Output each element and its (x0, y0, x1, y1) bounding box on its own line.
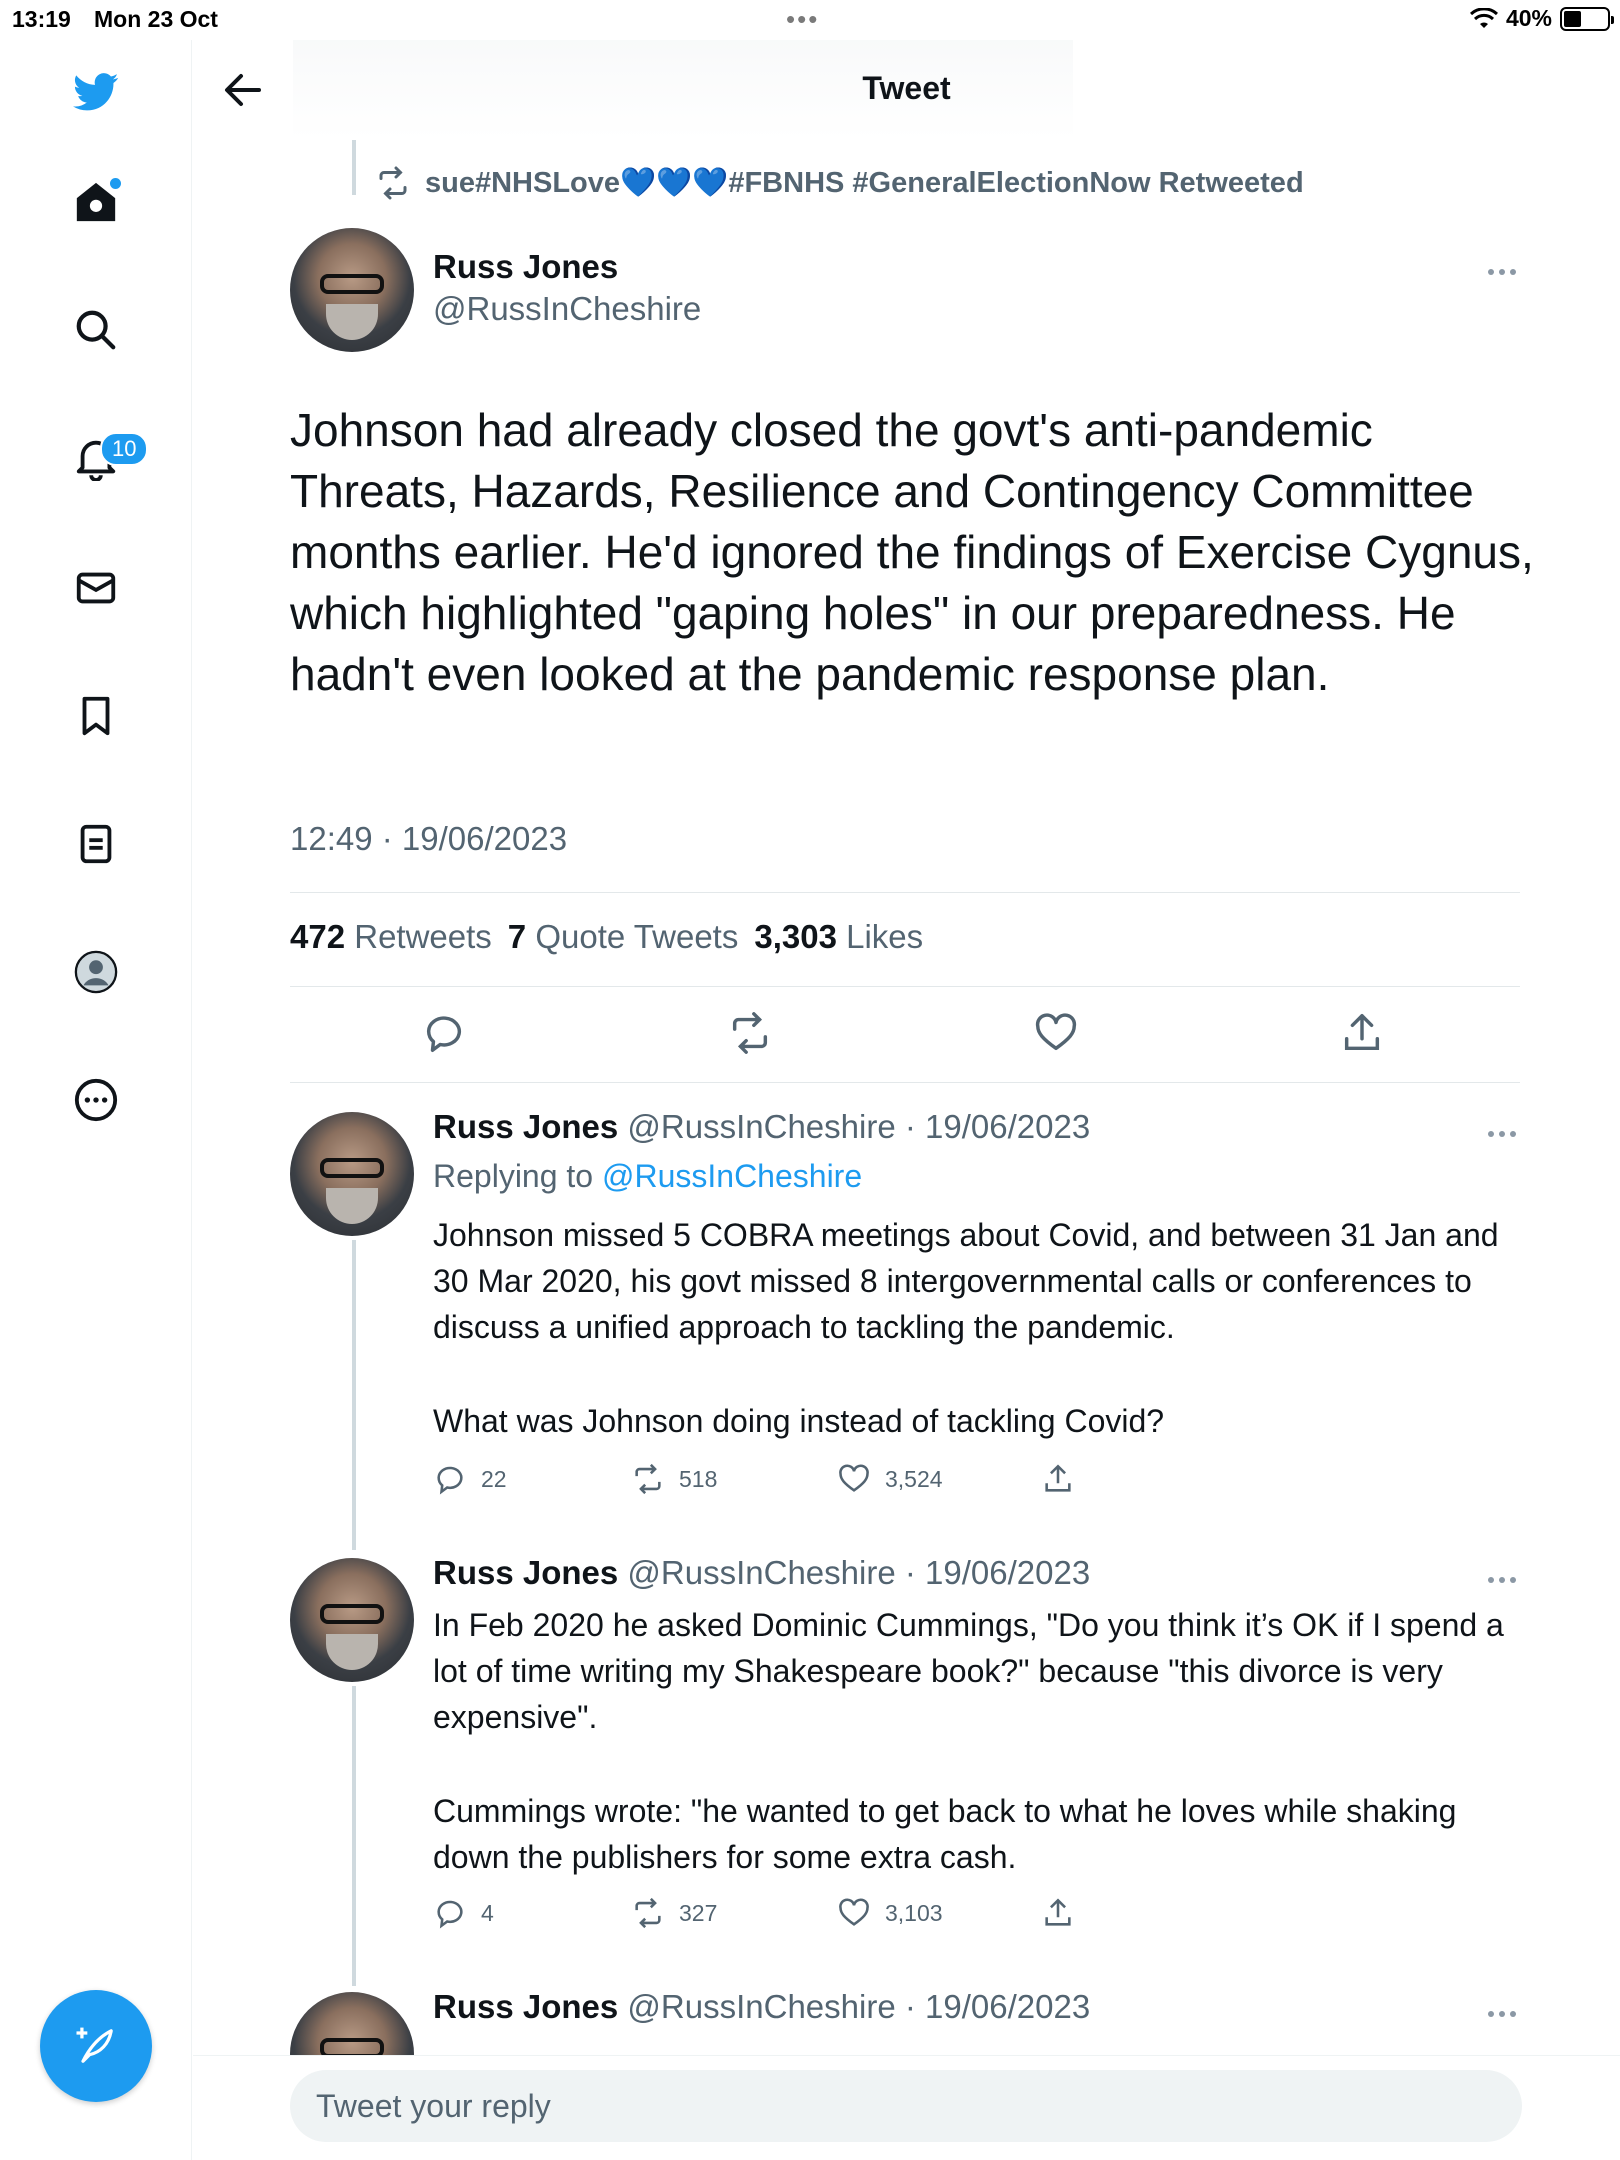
reply-text: Cummings wrote: "he wanted to get back to what he loves while shaking down the publishers for some extra cash. (433, 1793, 1457, 1875)
multitasking-dots-icon[interactable]: ••• (786, 4, 820, 34)
home-icon[interactable] (60, 166, 132, 238)
likes-stat[interactable] (754, 918, 923, 956)
battery-level (1564, 11, 1581, 27)
author-name[interactable]: Russ Jones (433, 248, 619, 285)
author-handle[interactable]: @RussInCheshire (627, 1108, 896, 1145)
reply-date[interactable]: · 19/06/2023 (904, 1988, 1091, 2025)
battery-icon (1560, 7, 1610, 31)
status-date: Mon 23 Oct (94, 6, 218, 32)
tweet-actions (290, 1010, 1520, 1060)
quote-tweets-label: Quote Tweets (535, 918, 739, 955)
lists-icon[interactable] (60, 808, 132, 880)
reply-date[interactable]: · 19/06/2023 (904, 1108, 1091, 1145)
likes-count: 3,303 (754, 918, 837, 955)
tweet-reply-input[interactable] (290, 2070, 1522, 2142)
reply-count: 22 (481, 1465, 507, 1492)
avatar[interactable] (290, 1558, 414, 1682)
retweets-count: 472 (290, 918, 346, 955)
search-icon[interactable] (60, 294, 132, 366)
retweets-stat[interactable] (290, 918, 492, 956)
compose-feather-icon (70, 2020, 122, 2072)
page-title: Tweet (862, 70, 951, 106)
retweet-icon (631, 1896, 665, 1930)
notifications-bell-icon[interactable] (60, 422, 137, 494)
reply-header (433, 1108, 1090, 1146)
reply-text: Johnson missed 5 COBRA meetings about Covid, and between 31 Jan and 30 Mar 2020, his govt missed 8 intergovernmental calls or conferences to discuss a unified approach to tackling the pandemic. (433, 1217, 1499, 1345)
avatar[interactable] (290, 228, 414, 352)
reply-icon (433, 1462, 467, 1496)
retweet-icon (375, 165, 411, 201)
retweet-button[interactable] (631, 1896, 717, 1930)
reply-text: In Feb 2020 he asked Dominic Cummings, "Do you think it’s OK if I spend a lot of time writing my Shakespeare book?" because "this divorce is very expensive". (433, 1607, 1504, 1735)
more-options-icon[interactable] (1488, 2004, 1528, 2016)
profile-icon[interactable] (60, 936, 132, 1008)
page-header (193, 40, 1620, 140)
replying-to (433, 1158, 862, 1195)
divider (290, 986, 1520, 987)
share-icon (1041, 1896, 1075, 1930)
author-handle[interactable]: @RussInCheshire (627, 1554, 896, 1591)
home-unread-dot (110, 178, 121, 189)
reply-icon[interactable] (421, 1010, 467, 1056)
like-heart-icon[interactable] (1033, 1010, 1079, 1056)
reply-date[interactable]: · 19/06/2023 (904, 1554, 1091, 1591)
author-name[interactable]: Russ Jones (433, 1554, 619, 1591)
reply-button[interactable] (433, 1462, 507, 1496)
reply-header (433, 1988, 1090, 2026)
reply-icon (433, 1896, 467, 1930)
quote-tweets-count: 7 (507, 918, 527, 955)
thread-line (352, 140, 356, 195)
reply-placeholder: Tweet your reply (316, 2088, 551, 2124)
battery-percent: 40% (1505, 5, 1552, 31)
compose-tweet-button[interactable] (40, 1990, 152, 2102)
reply-actions (433, 1896, 1133, 1936)
thread-line (352, 1240, 356, 1550)
notifications-badge: 10 (100, 432, 148, 466)
author-handle[interactable]: @RussInCheshire (433, 290, 702, 327)
share-button[interactable] (1041, 1462, 1075, 1496)
reply-header (433, 1554, 1090, 1592)
retweet-icon (631, 1462, 665, 1496)
reply-button[interactable] (433, 1896, 494, 1930)
retweet-count: 327 (679, 1899, 718, 1926)
status-indicators (1470, 5, 1610, 32)
status-bar (0, 0, 1620, 40)
likes-label: Likes (846, 918, 924, 955)
retweet-icon[interactable] (727, 1010, 773, 1056)
like-heart-icon (837, 1462, 871, 1496)
share-icon (1041, 1462, 1075, 1496)
reply-text: What was Johnson doing instead of tackling Covid? (433, 1403, 1165, 1439)
reply-count: 4 (481, 1899, 494, 1926)
share-button[interactable] (1041, 1896, 1075, 1930)
tweet-stats (290, 918, 923, 956)
more-options-icon[interactable] (60, 1064, 132, 1136)
author-name[interactable]: Russ Jones (433, 1108, 619, 1145)
replying-to-label: Replying to (433, 1158, 594, 1194)
retweeted-by-row[interactable] (375, 165, 1304, 201)
divider (290, 1082, 1520, 1083)
like-button[interactable] (837, 1462, 943, 1496)
retweeted-by-label: sue#NHSLove💙💙💙#FBNHS #GeneralElectionNow Retweeted (425, 167, 1304, 199)
like-count: 3,524 (885, 1465, 943, 1492)
status-time: 13:19 (12, 6, 71, 32)
share-icon[interactable] (1339, 1010, 1385, 1056)
twitter-logo-icon[interactable] (60, 56, 132, 128)
divider (290, 892, 1520, 893)
bookmark-icon[interactable] (60, 680, 132, 752)
like-button[interactable] (837, 1896, 943, 1930)
more-options-icon[interactable] (1488, 1570, 1528, 1582)
reply-actions (433, 1462, 1133, 1502)
retweet-count: 518 (679, 1465, 718, 1492)
retweet-button[interactable] (631, 1462, 717, 1496)
author-handle[interactable]: @RussInCheshire (627, 1988, 896, 2025)
more-options-icon[interactable] (1488, 262, 1528, 274)
sidebar-nav (0, 40, 192, 2160)
author-name[interactable]: Russ Jones (433, 1988, 619, 2025)
like-heart-icon (837, 1896, 871, 1930)
like-count: 3,103 (885, 1899, 943, 1926)
mail-icon[interactable] (60, 552, 132, 624)
wifi-icon (1470, 8, 1498, 30)
thread-line (352, 1686, 356, 1986)
more-options-icon[interactable] (1488, 1124, 1528, 1136)
replying-to-link[interactable]: @RussInCheshire (601, 1158, 863, 1194)
avatar[interactable] (290, 1112, 414, 1236)
retweets-label: Retweets (354, 918, 492, 955)
quote-tweets-stat[interactable] (508, 918, 739, 956)
tweet-text: Johnson had already closed the govt's anti-pandemic Threats, Hazards, Resilience and Contingency Committee months earlier. He'd ignored the findings of Exercise Cygnus, which highlighted "gaping holes" in our preparedness. He hadn't even looked at the pandemic response plan. (290, 404, 1534, 700)
tweet-timestamp[interactable]: 12:49 · 19/06/2023 (290, 820, 568, 857)
